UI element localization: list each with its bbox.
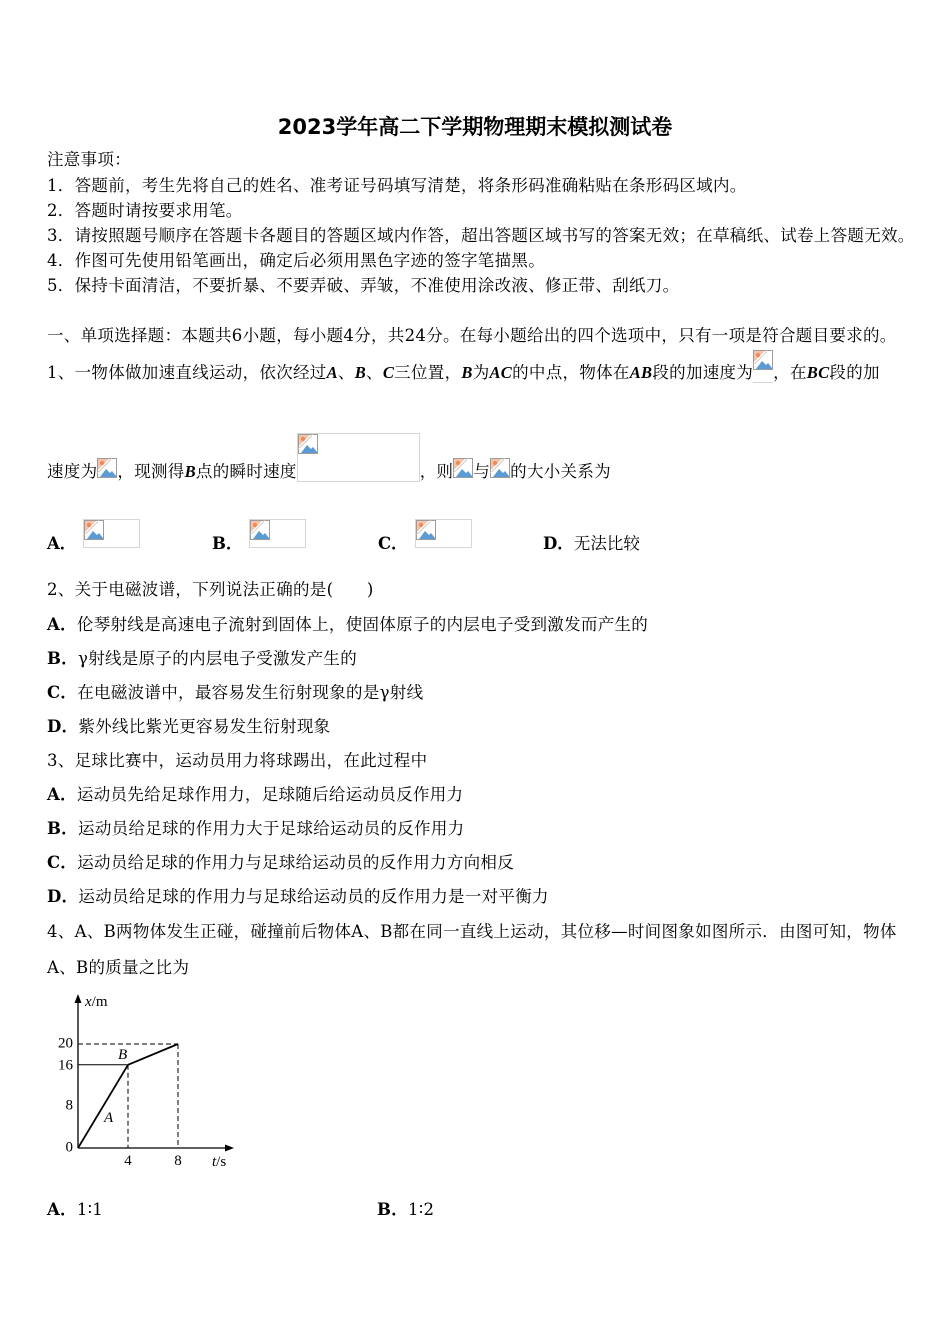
option-label: C． bbox=[378, 534, 408, 553]
q2-option-a[interactable] bbox=[47, 615, 648, 635]
broken-image-icon bbox=[298, 434, 318, 454]
point-label-b: B bbox=[118, 1047, 128, 1063]
q1-var: BC bbox=[806, 363, 830, 382]
y-axis-label bbox=[84, 994, 108, 1010]
x-axis-var: t bbox=[212, 1154, 217, 1170]
q1-text: 与 bbox=[473, 462, 491, 481]
image-placeholder-a1 bbox=[753, 350, 773, 383]
broken-image-icon bbox=[84, 520, 104, 540]
q1-var: B bbox=[184, 462, 196, 481]
broken-image-icon bbox=[453, 458, 473, 478]
option-label: A． bbox=[47, 534, 77, 553]
y-tick-label-8: 8 bbox=[65, 1097, 73, 1114]
image-placeholder-vb bbox=[297, 433, 420, 482]
option-text: 运动员给足球的作用力与足球给运动员的反作用力方向相反 bbox=[77, 853, 515, 872]
line-segment-a bbox=[78, 1065, 128, 1148]
option-text: 运动员先给足球作用力，足球随后给运动员反作用力 bbox=[76, 785, 464, 804]
y-tick-label-0: 0 bbox=[65, 1139, 73, 1156]
note-item-2: 2．答题时请按要求用笔。 bbox=[47, 201, 243, 220]
option-label: D． bbox=[47, 887, 79, 906]
note-item-5: 5．保持卡面清洁，不要折暴、不要弄破、弄皱，不准使用涂改液、修正带、刮纸刀。 bbox=[47, 276, 680, 295]
option-label: D． bbox=[543, 534, 574, 553]
q1-text: ，则 bbox=[419, 462, 454, 481]
q3-option-b[interactable] bbox=[47, 819, 464, 839]
note-item-1: 1．答题前，考生先将自己的姓名、准考证号码填写清楚，将条形码准确粘贴在条形码区域内。 bbox=[47, 176, 747, 195]
option-text: 1∶2 bbox=[408, 1200, 435, 1219]
q1-text: 的中点，物体在 bbox=[512, 363, 630, 382]
section-heading: 一、单项选择题：本题共6小题，每小题4分，共24分。在每小题给出的四个选项中，只有一项是符合题目要求的。 bbox=[47, 326, 897, 345]
x-axis-label bbox=[212, 1154, 226, 1170]
page-title: 2023学年高二下学期物理期末模拟测试卷 bbox=[277, 115, 673, 139]
q1-text: 段的加速度为 bbox=[652, 363, 754, 382]
image-placeholder-option-c bbox=[415, 519, 472, 548]
option-text: 运动员给足球的作用力大于足球给运动员的反作用力 bbox=[78, 819, 465, 838]
q1-option-a[interactable] bbox=[47, 519, 140, 554]
y-axis-var: x bbox=[85, 994, 92, 1010]
x-axis-unit: /s bbox=[216, 1154, 227, 1170]
q1-text: 为 bbox=[472, 363, 490, 382]
broken-image-icon bbox=[416, 520, 436, 540]
image-placeholder-option-b bbox=[249, 519, 306, 548]
q1-var: B bbox=[354, 363, 367, 382]
q1-option-b[interactable] bbox=[212, 519, 306, 554]
q3-option-a[interactable] bbox=[47, 785, 463, 805]
q3-option-d[interactable] bbox=[47, 887, 549, 907]
q4-option-b[interactable] bbox=[377, 1200, 434, 1220]
q2-option-b[interactable] bbox=[47, 649, 357, 669]
point-label-a: A bbox=[104, 1110, 114, 1126]
option-label: A． bbox=[47, 785, 77, 804]
image-placeholder-a2-compare bbox=[490, 458, 510, 482]
q3-stem: 3、足球比赛中，运动员用力将球踢出，在此过程中 bbox=[47, 751, 428, 770]
broken-image-icon bbox=[753, 350, 773, 370]
q1-text: 、 bbox=[366, 363, 383, 382]
q1-text: 点的瞬时速度 bbox=[195, 462, 297, 481]
broken-image-icon bbox=[97, 458, 117, 478]
q2-option-c[interactable] bbox=[47, 683, 423, 703]
q1-stem-line2 bbox=[47, 433, 611, 482]
image-placeholder-option-a bbox=[83, 519, 140, 548]
q4-stem-line1: 4、A、B两物体发生正碰，碰撞前后物体A、B都在同一直线上运动，其位移—时间图象如图所示．由图可知，物体 bbox=[47, 922, 897, 941]
option-label: A． bbox=[47, 615, 77, 634]
q1-stem-line1 bbox=[47, 350, 880, 383]
option-label: B． bbox=[377, 1200, 409, 1219]
option-label: B． bbox=[47, 649, 79, 668]
broken-image-icon bbox=[250, 520, 270, 540]
x-tick-label-8: 8 bbox=[174, 1153, 182, 1169]
q1-text: 段的加 bbox=[829, 363, 880, 382]
q1-var: B bbox=[461, 363, 473, 382]
y-axis-arrow bbox=[75, 994, 82, 1003]
option-text: 在电磁波谱中，最容易发生衍射现象的是γ射线 bbox=[77, 683, 424, 702]
y-tick-label-16: 16 bbox=[58, 1057, 73, 1074]
option-text: 无法比较 bbox=[573, 534, 640, 553]
option-label: C． bbox=[47, 683, 78, 702]
notes-heading: 注意事项： bbox=[47, 150, 131, 169]
q1-text: 三位置， bbox=[394, 363, 462, 382]
q1-var: AC bbox=[489, 363, 513, 382]
q4-stem-line2: A、B的质量之比为 bbox=[47, 958, 190, 977]
q2-option-d[interactable] bbox=[47, 717, 330, 737]
option-label: A． bbox=[47, 1200, 77, 1219]
q1-text: ，现测得 bbox=[117, 462, 185, 481]
option-text: 伦琴射线是高速电子流射到固体上，使固体原子的内层电子受到激发而产生的 bbox=[76, 615, 649, 634]
q3-option-c[interactable] bbox=[47, 853, 514, 873]
option-label: B． bbox=[212, 534, 243, 553]
q4-option-a[interactable] bbox=[47, 1200, 103, 1220]
q1-text: 的大小关系为 bbox=[510, 462, 611, 481]
q1-option-c[interactable] bbox=[378, 519, 472, 554]
image-placeholder-a2 bbox=[97, 458, 117, 482]
q1-var: C bbox=[382, 363, 395, 382]
option-text: γ射线是原子的内层电子受激发产生的 bbox=[78, 649, 358, 668]
position-time-graph bbox=[40, 990, 240, 1175]
option-text: 运动员给足球的作用力与足球给运动员的反作用力是一对平衡力 bbox=[78, 887, 549, 906]
option-label: B． bbox=[47, 819, 79, 838]
option-text: 1∶1 bbox=[76, 1200, 104, 1219]
q1-text: 、 bbox=[337, 363, 355, 382]
q1-var: A bbox=[326, 363, 338, 382]
x-tick-label-4: 4 bbox=[124, 1153, 132, 1169]
x-axis-arrow bbox=[225, 1145, 234, 1152]
option-label: C． bbox=[47, 853, 78, 872]
note-item-3: 3．请按照题号顺序在答题卡各题目的答题区域内作答，超出答题区域书写的答案无效；在草稿纸、试卷上答题无效。 bbox=[47, 226, 915, 245]
q2-stem: 2、关于电磁波谱，下列说法正确的是( ) bbox=[47, 580, 374, 599]
q1-text: ，在 bbox=[773, 363, 807, 382]
q1-var: AB bbox=[629, 363, 653, 382]
line-segment-b bbox=[128, 1044, 178, 1065]
y-axis-unit: /m bbox=[91, 994, 108, 1010]
q1-text: 1、一物体做加速直线运动，依次经过 bbox=[47, 363, 327, 382]
q1-text: 速度为 bbox=[47, 462, 98, 481]
option-text: 紫外线比紫光更容易发生衍射现象 bbox=[78, 717, 331, 736]
image-placeholder-a1-compare bbox=[453, 458, 473, 482]
note-item-4: 4．作图可先使用铅笔画出，确定后必须用黑色字迹的签字笔描黑。 bbox=[47, 251, 545, 270]
y-tick-label-20: 20 bbox=[58, 1035, 73, 1052]
broken-image-icon bbox=[490, 458, 510, 478]
option-label: D． bbox=[47, 717, 79, 736]
q1-option-d[interactable] bbox=[543, 534, 640, 554]
